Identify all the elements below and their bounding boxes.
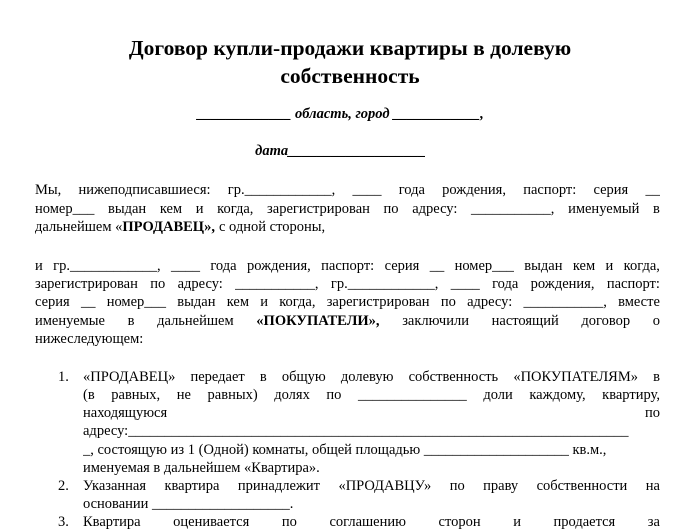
clause-1-line3 [83,403,660,423]
word: рождения, [530,276,595,292]
clause-3-line1 [83,512,660,532]
word: в [259,369,267,385]
word: ____ [352,182,382,198]
word: ____ [450,276,480,292]
word: по [449,478,465,494]
word: оценивается [173,514,250,530]
word: и [605,258,614,274]
clause-2-line2: основании ___________________. [83,496,294,512]
title-line-1: Договор купли-продажи квартиры в долевую [128,36,572,60]
word: серия [384,258,420,274]
word: «ПРОДАВЦУ» [338,478,432,494]
para2-line4: именуемые в дальнейшем «ПОКУПАТЕЛИ», заключили настоящий договор о [35,313,660,329]
para2-line3 [35,292,660,312]
word: кем [159,201,183,217]
word: ___________, [235,276,319,292]
para2-line1 [35,256,660,276]
word: долях [274,387,310,403]
word: именуемый [568,201,640,217]
word: __ [80,294,96,310]
clause-1-line6: именуемая в дальнейшем «Квартира». [83,460,320,476]
word: в [653,201,660,217]
word: гр.____________, [53,258,161,274]
word: по [383,201,399,217]
word: собственность [408,369,499,385]
word: собственности [536,478,628,494]
word: и [35,258,43,274]
word: года [398,182,425,198]
word: адресу: [177,276,223,292]
word: выдан [524,258,563,274]
word: зарегистрирован [35,276,138,292]
clause-3-number: 3. [58,514,69,530]
word: паспорт: [606,276,660,292]
word: в [653,369,660,385]
word: кем [226,294,249,310]
word: паспорт: [523,182,577,198]
word: по [326,387,342,403]
clause-1-line5: _, состоящую из 1 (Одной) комнаты, общей площадью ____________________ кв.м., [83,442,607,458]
seller-label: ПРОДАВЕЦ», [122,219,215,235]
word: находящуюся [83,405,168,421]
para1-line3-start: дальнейшем «ПРОДАВЕЦ», [35,219,215,235]
word: когда, [279,294,316,310]
para1-line1 [35,180,660,200]
para2-line2 [35,274,660,294]
word: __ [429,258,445,274]
word: и [513,514,521,530]
word: гр.____________, [330,276,439,292]
word: серия [593,182,629,198]
date-line: дата___________________ [255,143,426,159]
word: выдан [108,201,147,217]
word: _______________ [358,387,467,403]
word: номер___ [454,258,514,274]
word: квартира [164,478,220,494]
word: соглашению [329,514,406,530]
word: общую [281,369,326,385]
word: зарегистрирован [326,294,430,310]
word: по [150,276,166,292]
word: (в [83,387,95,403]
word: долевую [340,369,394,385]
word: ___________, [471,201,555,217]
word: вместе [618,294,660,310]
word: номер___ [35,201,95,217]
word: квартиру, [602,387,660,403]
word: когда, [623,258,660,274]
word: номер___ [106,294,167,310]
word: паспорт: [321,258,375,274]
word: адресу: [467,294,513,310]
word: «ПОКУПАТЕЛЯМ» [513,369,638,385]
place-line: _____________ область, город ____________, [197,106,484,122]
para1-line2 [35,199,660,219]
word: по [440,294,456,310]
word: серия [35,294,70,310]
word: передает [190,369,245,385]
word: не [176,387,191,403]
word: гр.____________, [227,182,336,198]
word: __ [645,182,660,198]
para2-line5: нижеследующем: [35,331,144,347]
word: Квартира [83,514,141,530]
word: праву [483,478,519,494]
title-line-2: собственность [280,64,420,88]
word: равных, [111,387,161,403]
document-title [60,34,640,90]
word: выдан [177,294,216,310]
word: Указанная [83,478,147,494]
word: «ПРОДАВЕЦ» [83,369,176,385]
word: когда, [217,201,254,217]
para1-line3-end: с одной стороны, [218,219,326,235]
clause-1-line2 [83,385,660,405]
word: продается [553,514,616,530]
word: нижеподписавшиеся: [78,182,211,198]
word: года [492,276,519,292]
word: сторон [438,514,481,530]
buyers-label: «ПОКУПАТЕЛИ», [256,313,380,329]
word: ____ [170,258,200,274]
word: рождения, [246,258,311,274]
word: зарегистрирован [267,201,370,217]
clause-2-number: 2. [58,478,69,494]
word: и [260,294,268,310]
word: адресу: [412,201,458,217]
word: и [195,201,204,217]
para1-line3 [35,217,660,237]
clause-1-line4: адресу:_____________________________________________________________________ [83,423,629,439]
word: по [644,405,660,421]
word: Мы, [35,182,62,198]
clause-1-line1 [83,367,660,387]
word: на [645,478,660,494]
word: года [210,258,237,274]
word: каждому, [529,387,586,403]
word: принадлежит [237,478,321,494]
word: кем [572,258,596,274]
word: за [647,514,660,530]
word: ___________, [523,294,607,310]
clause-1-number: 1. [58,369,69,385]
word: равных) [207,387,258,403]
word: рождения, [442,182,506,198]
word: доли [483,387,513,403]
word: по [281,514,297,530]
clause-2-line1 [83,476,660,496]
